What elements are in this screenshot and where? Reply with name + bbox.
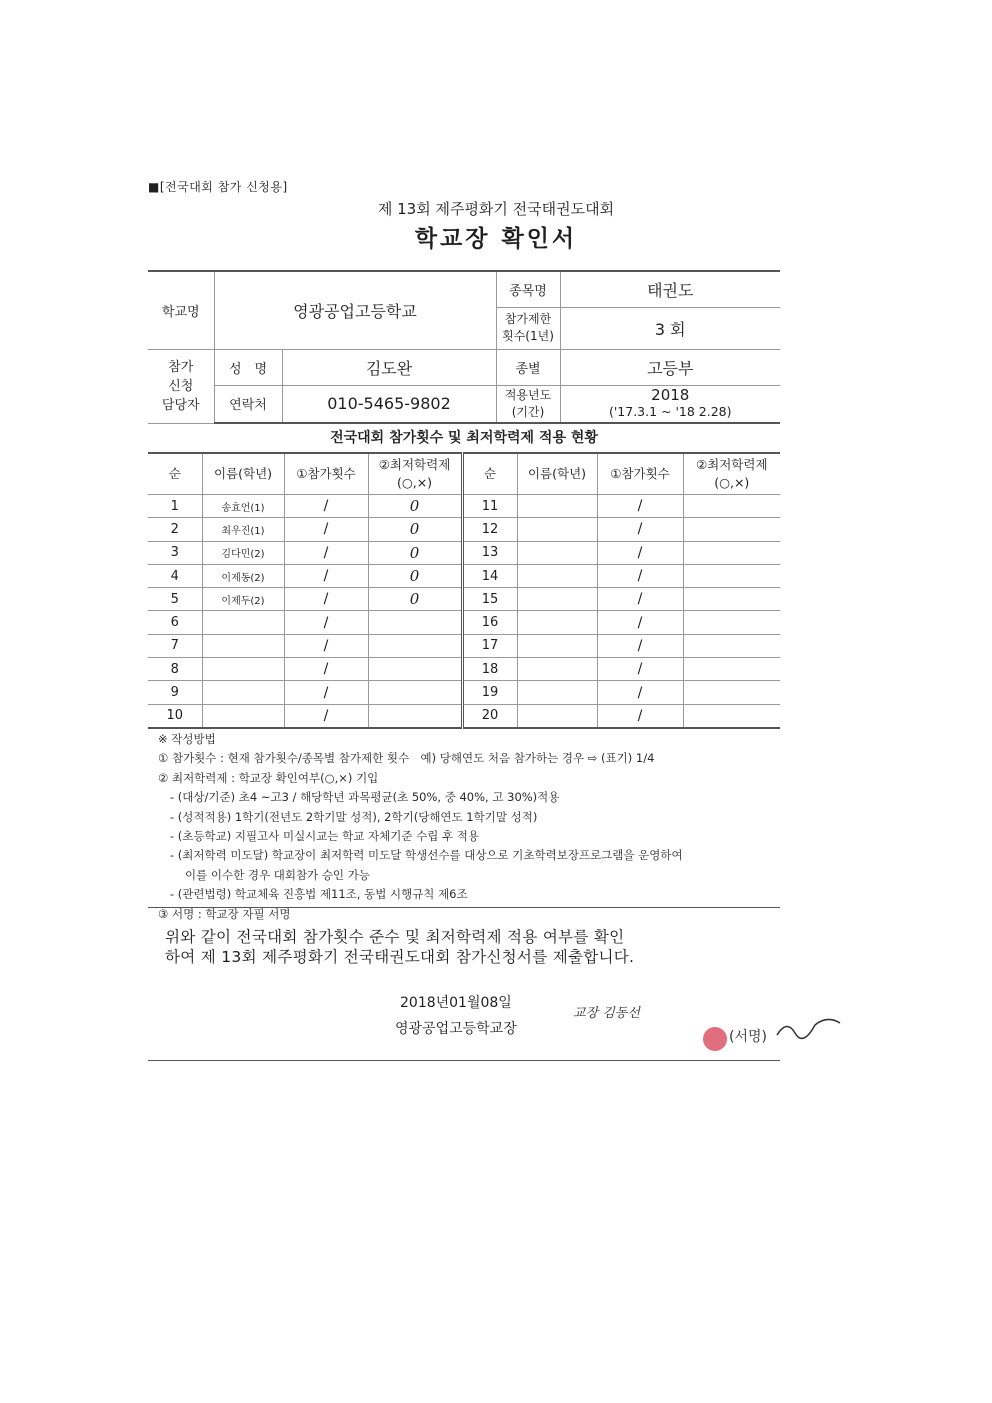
row-name (202, 704, 284, 728)
row-name: 송효언(1) (202, 495, 284, 518)
seal-stamp (703, 1027, 727, 1051)
row-name (517, 681, 597, 704)
row-count: / (597, 634, 683, 657)
row-academic (683, 564, 780, 587)
row-name (517, 704, 597, 728)
divider-top (148, 907, 780, 908)
year-cell (560, 385, 780, 423)
row-academic (368, 704, 462, 728)
document-title: 학교장 확인서 (414, 226, 578, 252)
row-academic: 0 (368, 588, 462, 611)
row-academic: 0 (368, 564, 462, 587)
row-no: 6 (148, 611, 202, 634)
row-name (202, 634, 284, 657)
row-count: / (597, 541, 683, 564)
table-row (148, 564, 780, 587)
row-name: 이제두(2) (202, 588, 284, 611)
declaration-line-2: 하여 제 13회 제주평화기 전국태권도대회 참가신청서를 제출합니다. (165, 948, 635, 966)
row-count: / (284, 658, 368, 681)
row-academic: 0 (368, 495, 462, 518)
row-no: 8 (148, 658, 202, 681)
row-no: 20 (462, 704, 517, 728)
row-name (517, 495, 597, 518)
note-item-2: ② 최저학력제 : 학교장 확인여부(○,×) 기입 (158, 770, 379, 785)
row-name (517, 518, 597, 541)
contact-value: 010-5465-9802 (282, 385, 496, 423)
sport-label: 종목명 (496, 271, 560, 307)
row-no: 18 (462, 658, 517, 681)
note-item-1: ① 참가횟수 : 현재 참가횟수/종목별 참가제한 횟수 예) 당해연도 처음 참가하는 경우 ⇨ (표기) 1/4 (158, 751, 655, 766)
row-no: 17 (462, 634, 517, 657)
note-sub-4: - (최저학력 미도달) 학교장이 최저학력 미도달 학생선수를 대상으로 기초학력보장프로그램을 운영하여 (170, 848, 683, 863)
participation-table (148, 452, 780, 729)
row-name (517, 658, 597, 681)
row-academic (683, 518, 780, 541)
row-count: / (284, 495, 368, 518)
signature-flourish (777, 1019, 840, 1038)
contact-label: 연락처 (214, 385, 282, 423)
school-info-table (148, 270, 780, 424)
row-academic (683, 658, 780, 681)
principal-signature (565, 995, 845, 1065)
header-name-2: 이름(학년) (517, 453, 597, 495)
row-academic (683, 588, 780, 611)
notes-heading: ※ 작성방법 (158, 732, 216, 746)
row-no: 3 (148, 541, 202, 564)
row-count: / (284, 704, 368, 728)
row-academic (683, 541, 780, 564)
year-label: 적용년도 (기간) (496, 385, 560, 423)
row-academic (683, 634, 780, 657)
sport-value: 태권도 (560, 271, 780, 307)
table-row (148, 704, 780, 728)
row-name (517, 588, 597, 611)
header-no-2: 순 (462, 453, 517, 495)
row-count: / (597, 704, 683, 728)
school-name-value: 영광공업고등학교 (214, 271, 496, 349)
writing-instructions (158, 730, 788, 924)
header-name: 이름(학년) (202, 453, 284, 495)
table-row (148, 658, 780, 681)
row-name (517, 611, 597, 634)
row-academic (368, 634, 462, 657)
row-academic: 0 (368, 541, 462, 564)
table-row (148, 518, 780, 541)
submission-date: 2018년01월08일 (400, 995, 512, 1011)
row-count: / (597, 611, 683, 634)
row-no: 15 (462, 588, 517, 611)
header-count-2: ①참가횟수 (597, 453, 683, 495)
row-no: 10 (148, 704, 202, 728)
row-no: 7 (148, 634, 202, 657)
row-name (517, 541, 597, 564)
row-count: / (284, 634, 368, 657)
row-name (517, 564, 597, 587)
row-no: 12 (462, 518, 517, 541)
table-row (148, 495, 780, 518)
row-academic: 0 (368, 518, 462, 541)
table-row (148, 588, 780, 611)
row-academic (683, 495, 780, 518)
applicant-label: 참가 신청 담당자 (148, 349, 214, 423)
row-no: 13 (462, 541, 517, 564)
row-no: 9 (148, 681, 202, 704)
table-row (148, 634, 780, 657)
category-label: 종별 (496, 349, 560, 385)
note-item-3: ③ 서명 : 학교장 자필 서명 (158, 906, 291, 921)
row-academic (683, 704, 780, 728)
row-no: 14 (462, 564, 517, 587)
signature-handwriting: 교장 김동선 (573, 1006, 640, 1021)
row-academic (368, 658, 462, 681)
row-academic (683, 611, 780, 634)
header-academic: ②최저학력제 (○,×) (368, 453, 462, 495)
applicant-name-label: 성 명 (214, 349, 282, 385)
divider-bottom (148, 1060, 780, 1061)
limit-label: 참가제한 횟수(1년) (496, 307, 560, 349)
row-count: / (284, 541, 368, 564)
row-no: 1 (148, 495, 202, 518)
declaration (165, 927, 785, 967)
row-no: 16 (462, 611, 517, 634)
school-name-label: 학교명 (148, 271, 214, 349)
row-count: / (284, 588, 368, 611)
participation-title: 전국대회 참가횟수 및 최저학력제 적용 현황 (330, 430, 598, 446)
row-academic (683, 681, 780, 704)
row-count: / (597, 495, 683, 518)
row-name: 김다민(2) (202, 541, 284, 564)
row-count: / (597, 564, 683, 587)
year-value: 2018 (651, 386, 690, 405)
table-row (148, 541, 780, 564)
row-no: 5 (148, 588, 202, 611)
principal-title: 영광공업고등학교장 (395, 1021, 517, 1037)
period-value: ('17.3.1 ~ '18 2.28) (608, 404, 732, 420)
row-count: / (284, 518, 368, 541)
row-academic (368, 681, 462, 704)
row-count: / (284, 681, 368, 704)
category-value: 고등부 (560, 349, 780, 385)
event-title: 제 13회 제주평화기 전국태권도대회 (377, 200, 615, 218)
form-tag: ■[전국대회 참가 신청용] (148, 180, 288, 194)
header-academic-2: ②최저학력제 (○,×) (683, 453, 780, 495)
declaration-line-1: 위와 같이 전국대회 참가횟수 준수 및 최저학력제 적용 여부를 확인 (165, 928, 625, 946)
row-name (202, 658, 284, 681)
row-name: 최우진(1) (202, 518, 284, 541)
row-count: / (284, 611, 368, 634)
row-count: / (597, 518, 683, 541)
row-academic (368, 611, 462, 634)
signature-label: (서명) (729, 1029, 767, 1045)
note-sub-5: - (관련법령) 학교체육 진흥법 제11조, 동법 시행규칙 제6조 (170, 887, 468, 902)
note-sub-3: - (초등학교) 지필고사 미실시교는 학교 자체기준 수립 후 적용 (170, 829, 479, 844)
row-count: / (597, 588, 683, 611)
note-sub-2: - (성적적용) 1학기(전년도 2학기말 성적), 2학기(당해연도 1학기말 성적) (170, 809, 538, 824)
header-count: ①참가횟수 (284, 453, 368, 495)
row-no: 11 (462, 495, 517, 518)
row-name (517, 634, 597, 657)
table-row (148, 611, 780, 634)
row-no: 4 (148, 564, 202, 587)
limit-value: 3 회 (560, 307, 780, 349)
row-name (202, 681, 284, 704)
row-name (202, 611, 284, 634)
row-count: / (597, 658, 683, 681)
row-count: / (597, 681, 683, 704)
table-row (148, 681, 780, 704)
row-name: 이제동(2) (202, 564, 284, 587)
row-no: 19 (462, 681, 517, 704)
row-no: 2 (148, 518, 202, 541)
header-no: 순 (148, 453, 202, 495)
applicant-name-value: 김도완 (282, 349, 496, 385)
note-sub-1: - (대상/기준) 초4 ~고3 / 해당학년 과목평균(초 50%, 중 40%, 고 30%)적용 (170, 790, 560, 805)
row-count: / (284, 564, 368, 587)
note-sub-4-cont: 이를 이수한 경우 대회참가 승인 가능 (185, 867, 370, 882)
